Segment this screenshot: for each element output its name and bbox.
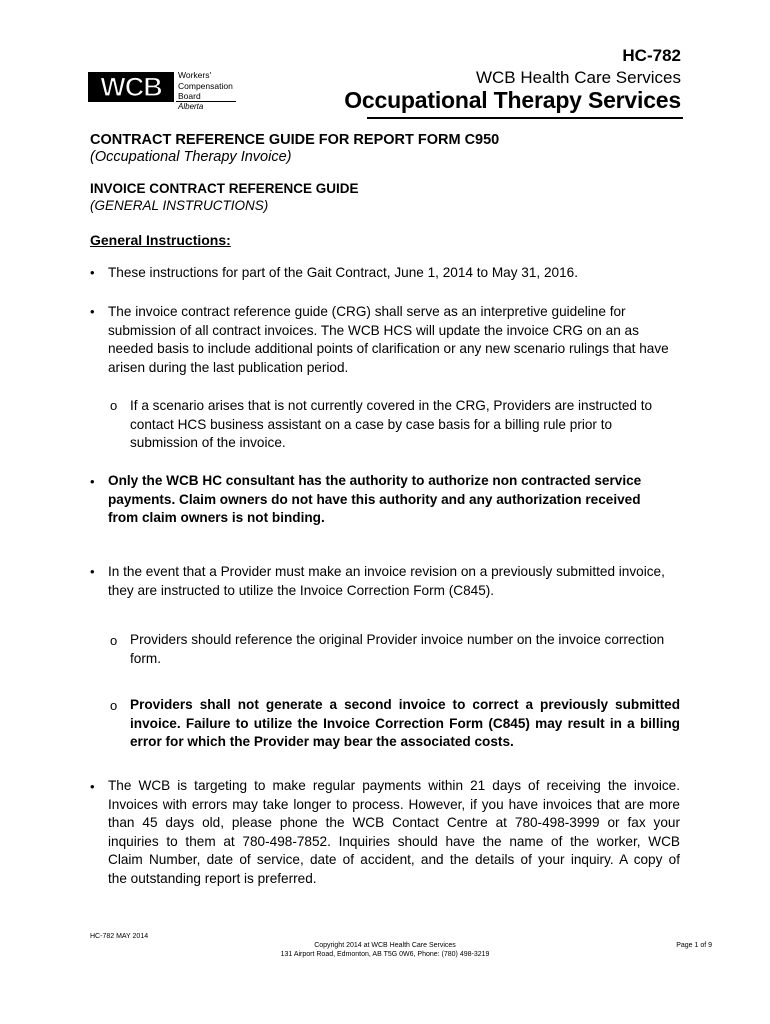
- invoice-guide-heading: INVOICE CONTRACT REFERENCE GUIDE: [90, 181, 359, 196]
- bullet-icon: •: [90, 265, 95, 280]
- instruction-item-revision: In the event that a Provider must make an invoice revision on a previously submitted invoice, they are instructed to utilize the Invoice Correction Form (C845).: [108, 564, 665, 598]
- bullet-icon: •: [90, 304, 95, 319]
- sub-bullet-icon: o: [110, 698, 118, 713]
- instruction-item-1: These instructions for part of the Gait Contract, June 1, 2014 to May 31, 2016.: [108, 265, 578, 280]
- bullet-icon: •: [90, 474, 95, 489]
- footer-form-date: HC-782 MAY 2014: [90, 933, 149, 940]
- sub-bullet-icon: o: [110, 398, 118, 413]
- svg-text:WCB: WCB: [100, 72, 162, 102]
- wcb-logo: [88, 70, 238, 114]
- header-divider: [367, 117, 683, 119]
- footer-page-number: Page 1 of 9: [676, 942, 712, 949]
- document-title: Occupational Therapy Services: [344, 87, 681, 113]
- footer-address: 131 Airport Road, Edmonton, AB T5G 0W6, Phone: (780) 498-3219: [280, 951, 490, 958]
- sub-item-reference: Providers should reference the original Provider invoice number on the invoice correction form.: [130, 632, 665, 666]
- guide-heading-subtitle: (Occupational Therapy Invoice): [90, 149, 292, 165]
- footer-copyright: Copyright 2014 at WCB Health Care Services: [314, 942, 456, 949]
- wcb-logo-mark: [88, 72, 174, 102]
- sub-item-scenario: If a scenario arises that is not currently covered in the CRG, Providers are instructed to contact HCS business assistant on a case by case basis for a billing rule prior to submission of the invoice.: [130, 398, 653, 451]
- logo-province: Alberta: [178, 102, 204, 111]
- instruction-item-2: The invoice contract reference guide (CRG) shall serve as an interpretive guideline for submission of all contract invoices. The WCB HCS will update the invoice CRG on an as needed basis to include additional points of clarification or any new scenario rulings that have arisen during the last publication period.: [108, 304, 669, 375]
- organization-name: WCB Health Care Services: [475, 68, 681, 87]
- logo-line-2: Compensation: [178, 80, 233, 91]
- bullet-icon: •: [90, 779, 95, 794]
- bullet-icon: •: [90, 564, 95, 579]
- sub-bullet-icon: o: [110, 633, 118, 648]
- sub-item-second-invoice: Providers shall not generate a second invoice to correct a previously submitted invoice. Failure to utilize the Invoice Correction Form (C845) may result in a billing error for which the Provider may bear the associated costs.: [130, 697, 680, 750]
- form-code: HC-782: [622, 46, 681, 65]
- invoice-guide-subtitle: (GENERAL INSTRUCTIONS): [90, 198, 269, 213]
- logo-board-name: [178, 70, 233, 102]
- instruction-item-authority: Only the WCB HC consultant has the authority to authorize non contracted service payments. Claim owners do not have this authority and any authorization received from claim owners is not binding.: [108, 473, 642, 526]
- section-title: General Instructions:: [90, 232, 231, 248]
- logo-line-3: Board: [178, 91, 201, 101]
- instruction-item-payments: The WCB is targeting to make regular payments within 21 days of receiving the invoice. Invoices with errors may take longer to process. However, if you have invoices that are more than 45 days old, please phone the WCB Contact Centre at 780-498-3999 or fax your inquiries to them at 780-498-7852. Inquiries should have the name of the worker, WCB Claim Number, date of service, date of accident, and the details of your inquiry. A copy of the outstanding report is preferred.: [108, 778, 680, 886]
- logo-line-1: Workers': [178, 70, 212, 80]
- guide-heading: CONTRACT REFERENCE GUIDE FOR REPORT FORM C950: [90, 132, 500, 148]
